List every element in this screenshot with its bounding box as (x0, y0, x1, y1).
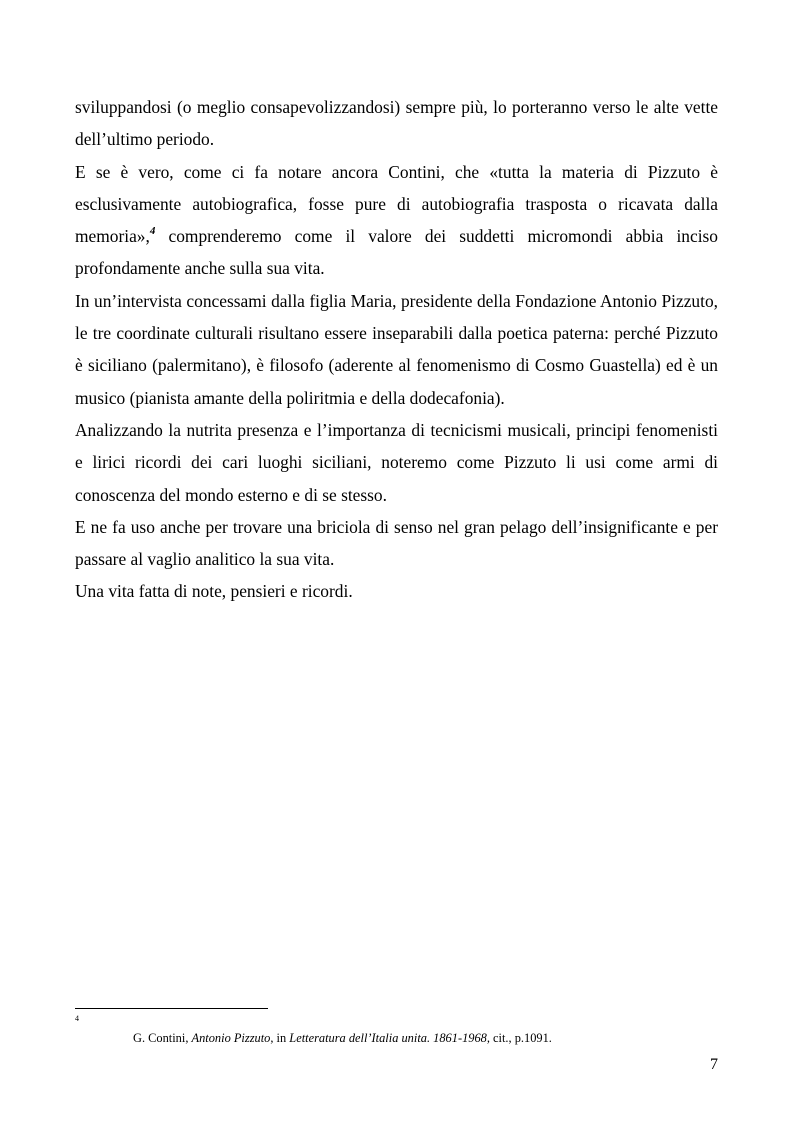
paragraph-2-text: E se è vero, come ci fa notare ancora Contini, che «tutta la materia di Pizzuto è esclusivamente autobiografica, fosse pure di autobiografia trasposta o ricavata dalla memoria», (75, 161, 718, 247)
footnote-author: G. Contini, (133, 1031, 192, 1045)
paragraph-6-text: Una vita fatta di note, pensieri e ricordi. (75, 581, 353, 602)
paragraph-4 (75, 414, 718, 511)
footnote-reference[interactable]: 4 (149, 225, 156, 238)
paragraph-4-text: Analizzando la nutrita presenza e l’importanza di tecnicismi musicali, principi fenomenisti e lirici ricordi dei cari luoghi siciliani, noteremo come Pizzuto li usi come armi di conoscenza del mondo esterno e di se stesso. (75, 419, 718, 505)
paragraph-2-text-after: comprenderemo come il valore dei suddetti micromondi abbia inciso profondamente anche sulla sua vita. (75, 226, 718, 279)
footnote-separator (75, 1008, 268, 1009)
paragraph-1-text: sviluppandosi (o meglio consapevolizzandosi) sempre più, lo porteranno verso le alte vette dell’ultimo periodo. (75, 97, 718, 150)
paragraph-5-text: E ne fa uso anche per trovare una briciola di senso nel gran pelago dell’insignificante e per passare al vaglio analitico la sua vita. (75, 516, 718, 570)
paragraph-1 (75, 91, 718, 156)
paragraph-6 (75, 575, 718, 607)
paragraph-5 (75, 511, 718, 576)
footnote-title: Antonio Pizzuto (191, 1031, 271, 1045)
paragraph-3-text: In un’intervista concessami dalla figlia Maria, presidente della Fondazione Antonio Pizzuto, le tre coordinate culturali risultano essere inseparabili dalla poetica paterna: perché Pizzuto è siciliano (palermitano), è filosofo (aderente al fenomenismo di Cosmo Guastella) ed è un musico (pianista amante della poliritmia e della dodecafonia). (75, 290, 718, 408)
body-text (75, 91, 718, 608)
footnote-citation: cit., p.1091. (489, 1031, 552, 1045)
page-number: 7 (710, 1056, 718, 1073)
paragraph-3 (75, 285, 718, 414)
footnote-work: Letteratura dell’Italia unita. 1861-1968, (289, 1031, 490, 1045)
footnote-number: 4 (75, 1014, 79, 1023)
paragraph-2 (75, 156, 718, 285)
footnote-separator-text: , in (270, 1031, 290, 1045)
footnote-text (133, 1030, 552, 1046)
